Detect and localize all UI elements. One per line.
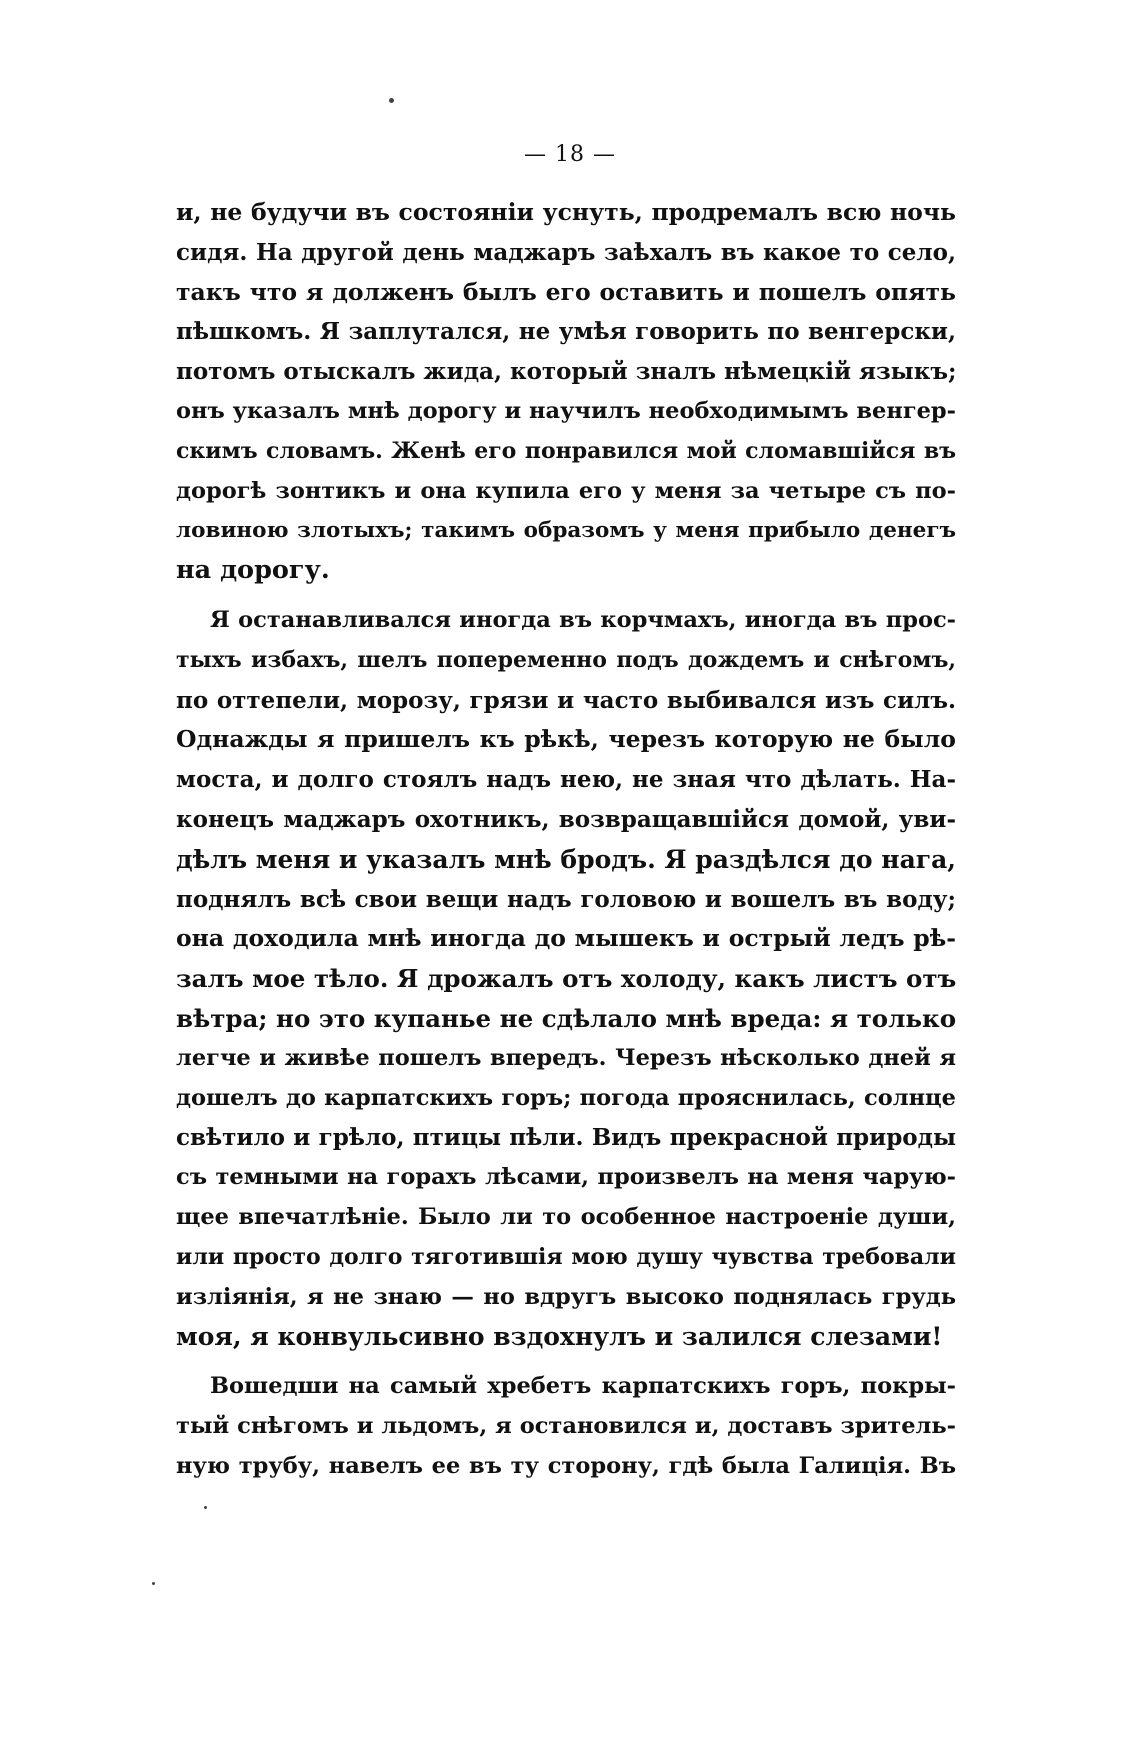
text-line: дѣлъ меня и указалъ мнѣ бродъ. Я раздѣлся до нага, <box>176 844 956 874</box>
text-line: ловиною злотыхъ; такимъ образомъ у меня прибыло денегъ <box>176 518 956 544</box>
text-line: Однажды я пришелъ къ рѣкѣ, черезъ которую не было <box>176 725 956 754</box>
paragraph-gap <box>176 1357 956 1367</box>
text-line: на дорогу. <box>176 555 330 586</box>
text-line: вѣтра; но это купанье не сдѣлало мнѣ вреда: я только <box>176 1003 957 1033</box>
text-line: изліянія, я не знаю — но вдругъ высоко поднялась грудь <box>176 1283 956 1310</box>
text-line: залъ мое тѣло. Я дрожалъ отъ холоду, какъ листъ отъ <box>176 964 957 994</box>
text-line: по оттепели, морозу, грязи и часто выбивался изъ силъ. <box>176 686 956 714</box>
text-line: Я останавливался иногда въ корчмахъ, иногда въ прос- <box>210 606 956 633</box>
text-line: поднялъ всѣ свои вещи надъ головою и вошелъ въ воду; <box>176 885 956 913</box>
text-line: она доходила мнѣ иногда до мышекъ и острый ледъ рѣ- <box>176 924 956 953</box>
text-line: тый снѣгомъ и льдомъ, я остановился и, доставъ зритель- <box>176 1412 956 1439</box>
text-line: съ темными на горахъ лѣсами, произвелъ на меня чарую- <box>176 1164 956 1191</box>
text-line: Вошедши на самый хребетъ карпатскихъ горъ, покры- <box>210 1373 956 1400</box>
text-line: щее впечатлѣніе. Было ли то особенное настроеніе души, <box>176 1203 956 1230</box>
paragraph <box>176 193 956 591</box>
text-line: свѣтило и грѣло, птицы пѣли. Видъ прекрасной природы <box>176 1124 956 1152</box>
text-line: тыхъ избахъ, шелъ попеременно подъ дождемъ и снѣгомъ, <box>176 646 956 673</box>
text-line: пѣшкомъ. Я заплутался, не умѣя говорить по венгерски, <box>176 318 956 346</box>
print-speck <box>204 1506 207 1509</box>
text-line: и, не будучи въ состояніи уснуть, продремалъ всю ночь <box>176 198 956 226</box>
paragraph <box>176 1367 956 1486</box>
text-line: онъ указалъ мнѣ дорогу и научилъ необходимымъ венгер- <box>176 397 956 424</box>
text-line: моя, я конвульсивно вздохнулъ и залился слезами! <box>176 1322 943 1352</box>
paragraph-gap <box>176 591 956 601</box>
text-line: такъ что я долженъ былъ его оставить и пошелъ опять <box>176 277 956 306</box>
print-speck <box>389 98 394 103</box>
text-line: ную трубу, навелъ ее въ ту сторону, гдѣ была Галиція. Въ <box>176 1452 956 1479</box>
text-line: конецъ маджаръ охотникъ, возвращавшійся домой, уви- <box>176 805 956 833</box>
text-line: или просто долго тяготившія мою душу чувства требовали <box>176 1243 956 1270</box>
body-text <box>176 193 956 1487</box>
text-line: моста, и долго стоялъ надъ нею, не зная что дѣлать. На- <box>176 766 956 794</box>
text-line: легче и живѣе пошелъ впередъ. Черезъ нѣсколько дней я <box>176 1044 956 1071</box>
paragraph <box>176 601 956 1357</box>
text-line: дошелъ до карпатскихъ горъ; погода прояснилась, солнце <box>176 1084 956 1111</box>
text-line: потомъ отыскалъ жида, который зналъ нѣмецкій языкъ; <box>176 358 957 386</box>
text-line: сидя. На другой день маджаръ заѣхалъ въ какое то село, <box>176 238 956 266</box>
text-line: скимъ словамъ. Женѣ его понравился мой сломавшійся въ <box>176 437 956 464</box>
page-number: — 18 — <box>524 142 616 167</box>
text-line: дорогѣ зонтикъ и она купила его у меня за четыре съ по- <box>176 477 956 504</box>
print-speck <box>152 1582 155 1585</box>
